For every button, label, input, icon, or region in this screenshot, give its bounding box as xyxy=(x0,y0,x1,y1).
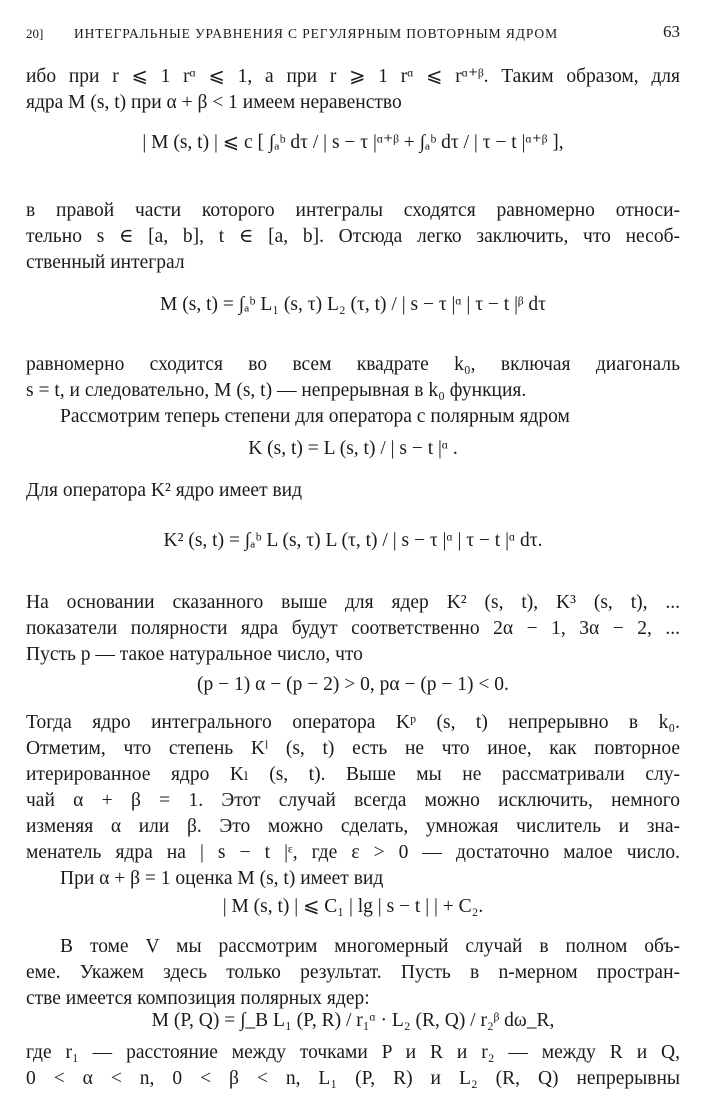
text-line: В томе V мы рассмотрим многомерный случай в полном объ- xyxy=(60,936,680,957)
text-line: На основании сказанного выше для ядер K² (s, t), K³ (s, t), ... xyxy=(26,592,680,613)
text-line: итерированное ядро Kₗ (s, t). Выше мы не рассматривали слу- xyxy=(26,764,680,785)
text-line: изменяя α или β. Это можно сделать, умножая числитель и зна- xyxy=(26,816,680,837)
text-line: тельно s ∈ [a, b], t ∈ [a, b]. Отсюда легко заключить, что несоб- xyxy=(26,226,680,247)
formula-log-estimate: | M (s, t) | ⩽ C₁ | lg | s − t | | + C₂. xyxy=(222,896,484,917)
formula-improper-integral: M (s, t) = ∫ₐᵇ L₁ (s, τ) L₂ (τ, t) / | s − τ |ᵅ | τ − t |ᵝ dτ xyxy=(160,294,546,315)
running-header xyxy=(26,22,680,44)
text-line: Для оператора K² ядро имеет вид xyxy=(26,480,303,501)
text-line: Отметим, что степень Kˡ (s, t) есть не что иное, как повторное xyxy=(26,738,680,759)
text-line: ственный интеграл xyxy=(26,252,185,273)
text-line: ядра M (s, t) при α + β < 1 имеем неравенство xyxy=(26,92,402,113)
page-number: 63 xyxy=(663,22,680,41)
formula-p-condition: (p − 1) α − (p − 2) > 0, pα − (p − 1) < 0. xyxy=(197,674,509,695)
text-line: Рассмотрим теперь степени для оператора с полярным ядром xyxy=(60,406,570,427)
text-line: где r₁ — расстояние между точками P и R и r₂ — между R и Q, xyxy=(26,1042,680,1063)
text-line: s = t, и следовательно, M (s, t) — непрерывная в k₀ функция. xyxy=(26,380,527,401)
text-line: Тогда ядро интегрального оператора Kᵖ (s, t) непрерывно в k₀. xyxy=(26,712,680,733)
text-line: При α + β = 1 оценка M (s, t) имеет вид xyxy=(60,868,384,889)
text-line: равномерно сходится во всем квадрате k₀, включая диагональ xyxy=(26,354,680,375)
text-line: ибо при r ⩽ 1 rᵅ ⩽ 1, а при r ⩾ 1 rᵅ ⩽ rᵅ⁺ᵝ. Таким образом, для xyxy=(26,66,680,87)
formula-composition: M (P, Q) = ∫_B L₁ (P, R) / r₁ᵅ · L₂ (R, Q) / r₂ᵝ dω_R, xyxy=(151,1010,555,1031)
formula-inequality: | M (s, t) | ⩽ c [ ∫ₐᵇ dτ / | s − τ |ᵅ⁺ᵝ + ∫ₐᵇ dτ / | τ − t |ᵅ⁺ᵝ ], xyxy=(142,132,564,153)
text-line: в правой части которого интегралы сходятся равномерно относи- xyxy=(26,200,680,221)
text-line: Пусть p — такое натуральное число, что xyxy=(26,644,363,665)
text-line: менатель ядра на | s − t |ᵋ, где ε > 0 — достаточно малое число. xyxy=(26,842,680,863)
running-title: ИНТЕГРАЛЬНЫЕ УРАВНЕНИЯ С РЕГУЛЯРНЫМ ПОВТОРНЫМ ЯДРОМ xyxy=(74,26,558,41)
formula-k2-kernel: K² (s, t) = ∫ₐᵇ L (s, τ) L (τ, t) / | s − τ |ᵅ | τ − t |ᵅ dτ. xyxy=(163,530,543,551)
text-line: стве имеется композиция полярных ядер: xyxy=(26,988,370,1009)
text-line: чай α + β = 1. Этот случай всегда можно исключить, немного xyxy=(26,790,680,811)
section-number: 20] xyxy=(26,26,44,41)
text-line: показатели полярности ядра будут соответственно 2α − 1, 3α − 2, ... xyxy=(26,618,680,639)
text-line: 0 < α < n, 0 < β < n, L₁ (P, R) и L₂ (R, Q) непрерывны xyxy=(26,1068,680,1089)
text-line: еме. Укажем здесь только результат. Пусть в n-мерном простран- xyxy=(26,962,680,983)
formula-polar-kernel: K (s, t) = L (s, t) / | s − t |ᵅ . xyxy=(248,438,458,459)
